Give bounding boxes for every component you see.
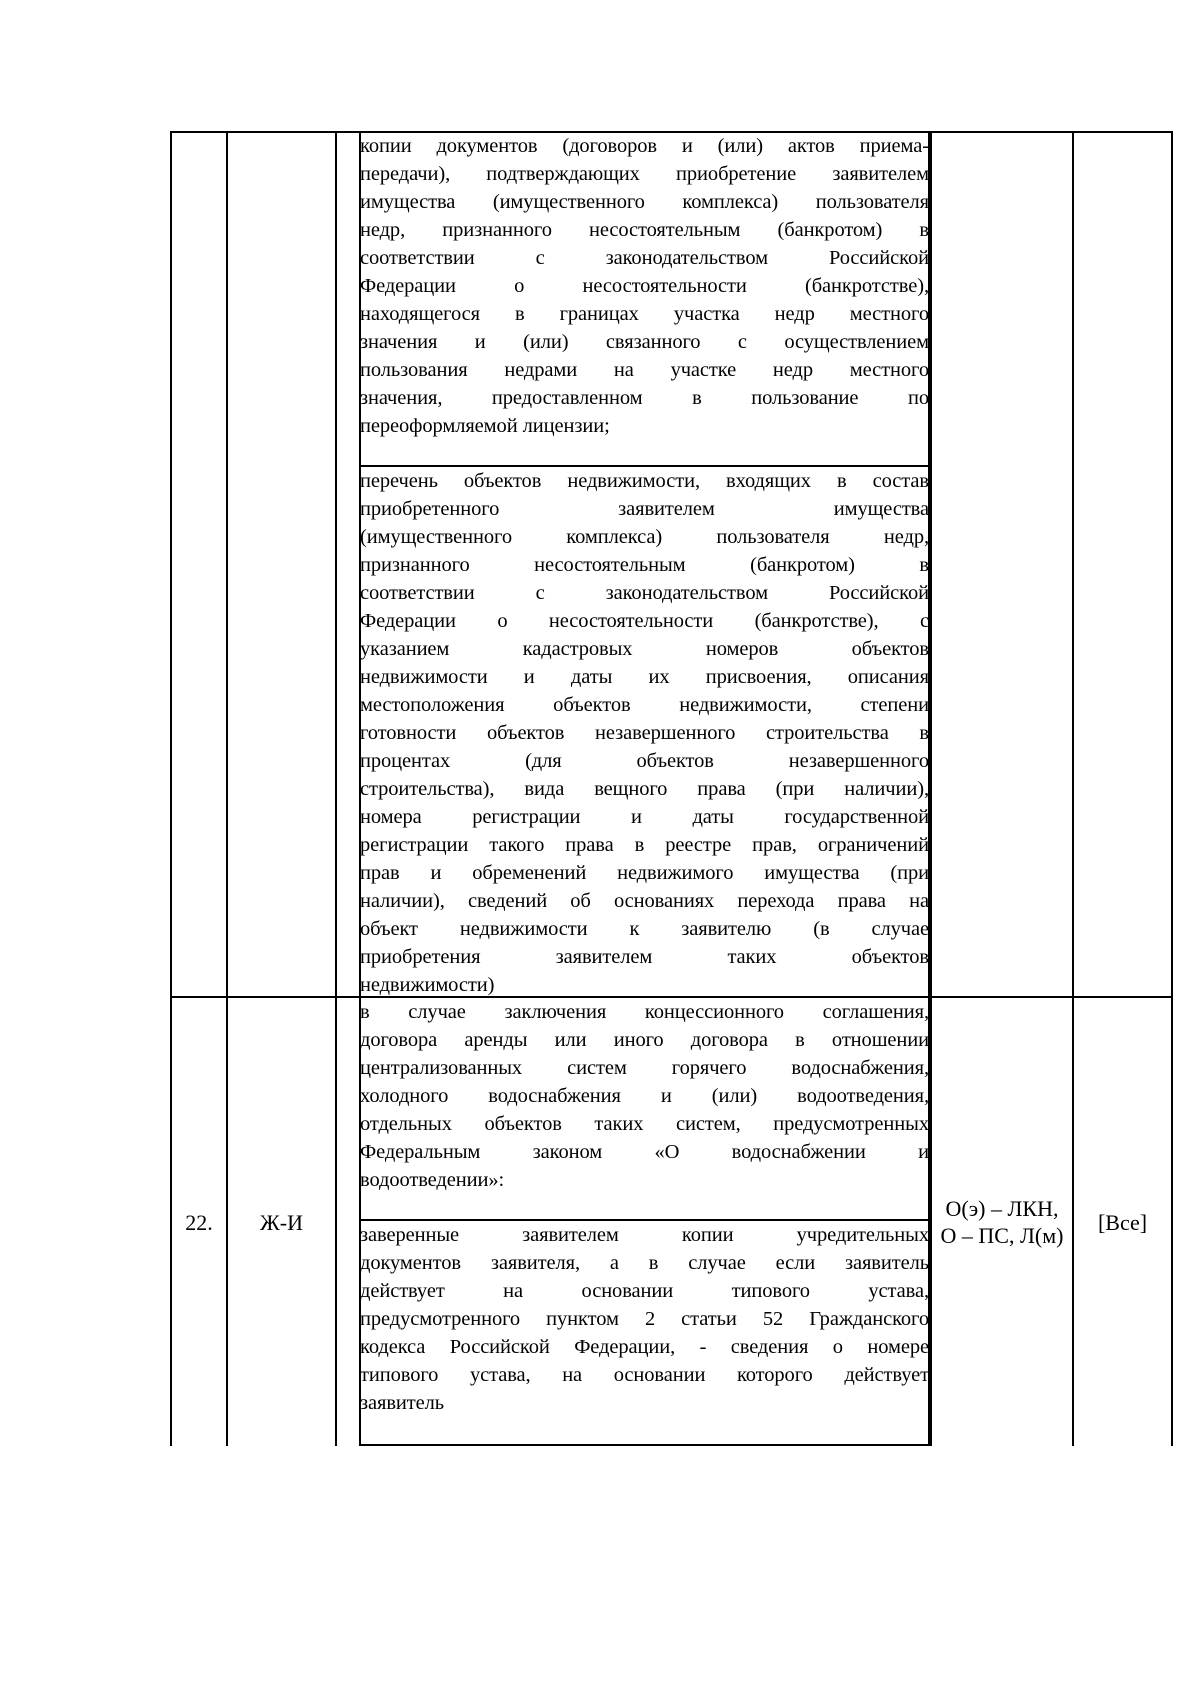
text-line: холодного водоснабжения и (или) водоотведения, [360,1085,929,1107]
text-line: переоформляемой лицензии; [360,415,610,437]
text-line: прав и обременений недвижимого имущества (при [360,862,929,884]
text-line: (имущественного комплекса) пользователя недр, [360,526,929,548]
paragraph-real-estate-list [360,467,929,999]
text-line: действует на основании типового устава, [360,1280,929,1302]
text-line: Федеральным законом «О водоснабжении и [360,1141,929,1163]
text-line: водоотведении»: [360,1169,505,1191]
table-border-right [1171,131,1173,1446]
paragraph-copies-of-documents [360,132,929,440]
table-divider-code-content [335,131,337,1446]
text-line: местоположения объектов недвижимости, степени [360,694,929,716]
text-line: недвижимости и даты их присвоения, описания [360,666,929,688]
scope-cell: [Все] [1097,1210,1148,1235]
text-line: типового устава, на основании которого действует [360,1364,929,1386]
row-number: 22. [185,1210,213,1235]
text-line: пользования недрами на участке недр местного [360,359,929,381]
text-line: строительства), вида вещного права (при наличии), [360,778,929,800]
text-line: соответствии с законодательством Российской [360,247,929,269]
text-line: значения, предоставленном в пользование по [360,387,929,409]
text-line: указанием кадастровых номеров объектов [360,638,929,660]
text-line: объект недвижимости к заявителю (в случае [360,918,929,940]
text-line: передачи), подтверждающих приобретение заявителем [360,163,929,185]
text-line: договора аренды или иного договора в отношении [360,1029,929,1051]
text-line: признанного несостоятельным (банкротом) в [360,554,929,576]
text-line: недвижимости) [360,974,495,996]
text-line: Федерации о несостоятельности (банкротстве), с [360,610,929,632]
table-divider-authority-scope [1072,131,1074,1446]
text-line: заявитель [360,1392,445,1414]
row-code: Ж-И [260,1210,303,1235]
text-line: документов заявителя, а в случае если заявитель [360,1252,929,1274]
text-line: регистрации такого права в реестре прав, ограничений [360,834,929,856]
text-line: предусмотренного пунктом 2 статьи 52 Гражданского [360,1308,929,1330]
text-line: заверенные заявителем копии учредительных [360,1224,929,1246]
text-line: кодекса Российской Федерации, - сведения о номере [360,1336,929,1358]
table-border-left [170,131,172,1446]
table-divider-number-code [226,131,228,1446]
authority-cell [932,1195,1072,1249]
text-line: соответствии с законодательством Российской [360,582,929,604]
text-line: значения и (или) связанного с осуществлением [360,331,929,353]
text-line: готовности объектов незавершенного строительства в [360,722,929,744]
text-line: перечень объектов недвижимости, входящих в состав [360,470,929,492]
authority-line: О(э) – ЛКН, [945,1196,1059,1221]
text-line: находящегося в границах участка недр местного [360,303,929,325]
text-line: имущества (имущественного комплекса) пользователя [360,191,929,213]
text-line: процентах (для объектов незавершенного [360,750,929,772]
text-line: недр, признанного несостоятельным (банкротом) в [360,219,929,241]
text-line: централизованных систем горячего водоснабжения, [360,1057,929,1079]
text-line: номера регистрации и даты государственной [360,806,929,828]
paragraph-founding-documents [360,1221,929,1417]
authority-line: О – ПС, Л(м) [940,1223,1064,1248]
paragraph-concession-agreement [360,998,929,1194]
text-line: наличии), сведений об основаниях перехода права на [360,890,929,912]
text-line: приобретения заявителем таких объектов [360,946,929,968]
text-line: в случае заключения концессионного соглашения, [360,1001,929,1023]
text-line: Федерации о несостоятельности (банкротстве), [360,275,929,297]
text-line: копии документов (договоров и (или) актов приема- [360,135,929,157]
text-line: отдельных объектов таких систем, предусмотренных [360,1113,929,1135]
text-line: приобретенного заявителем имущества [360,498,929,520]
